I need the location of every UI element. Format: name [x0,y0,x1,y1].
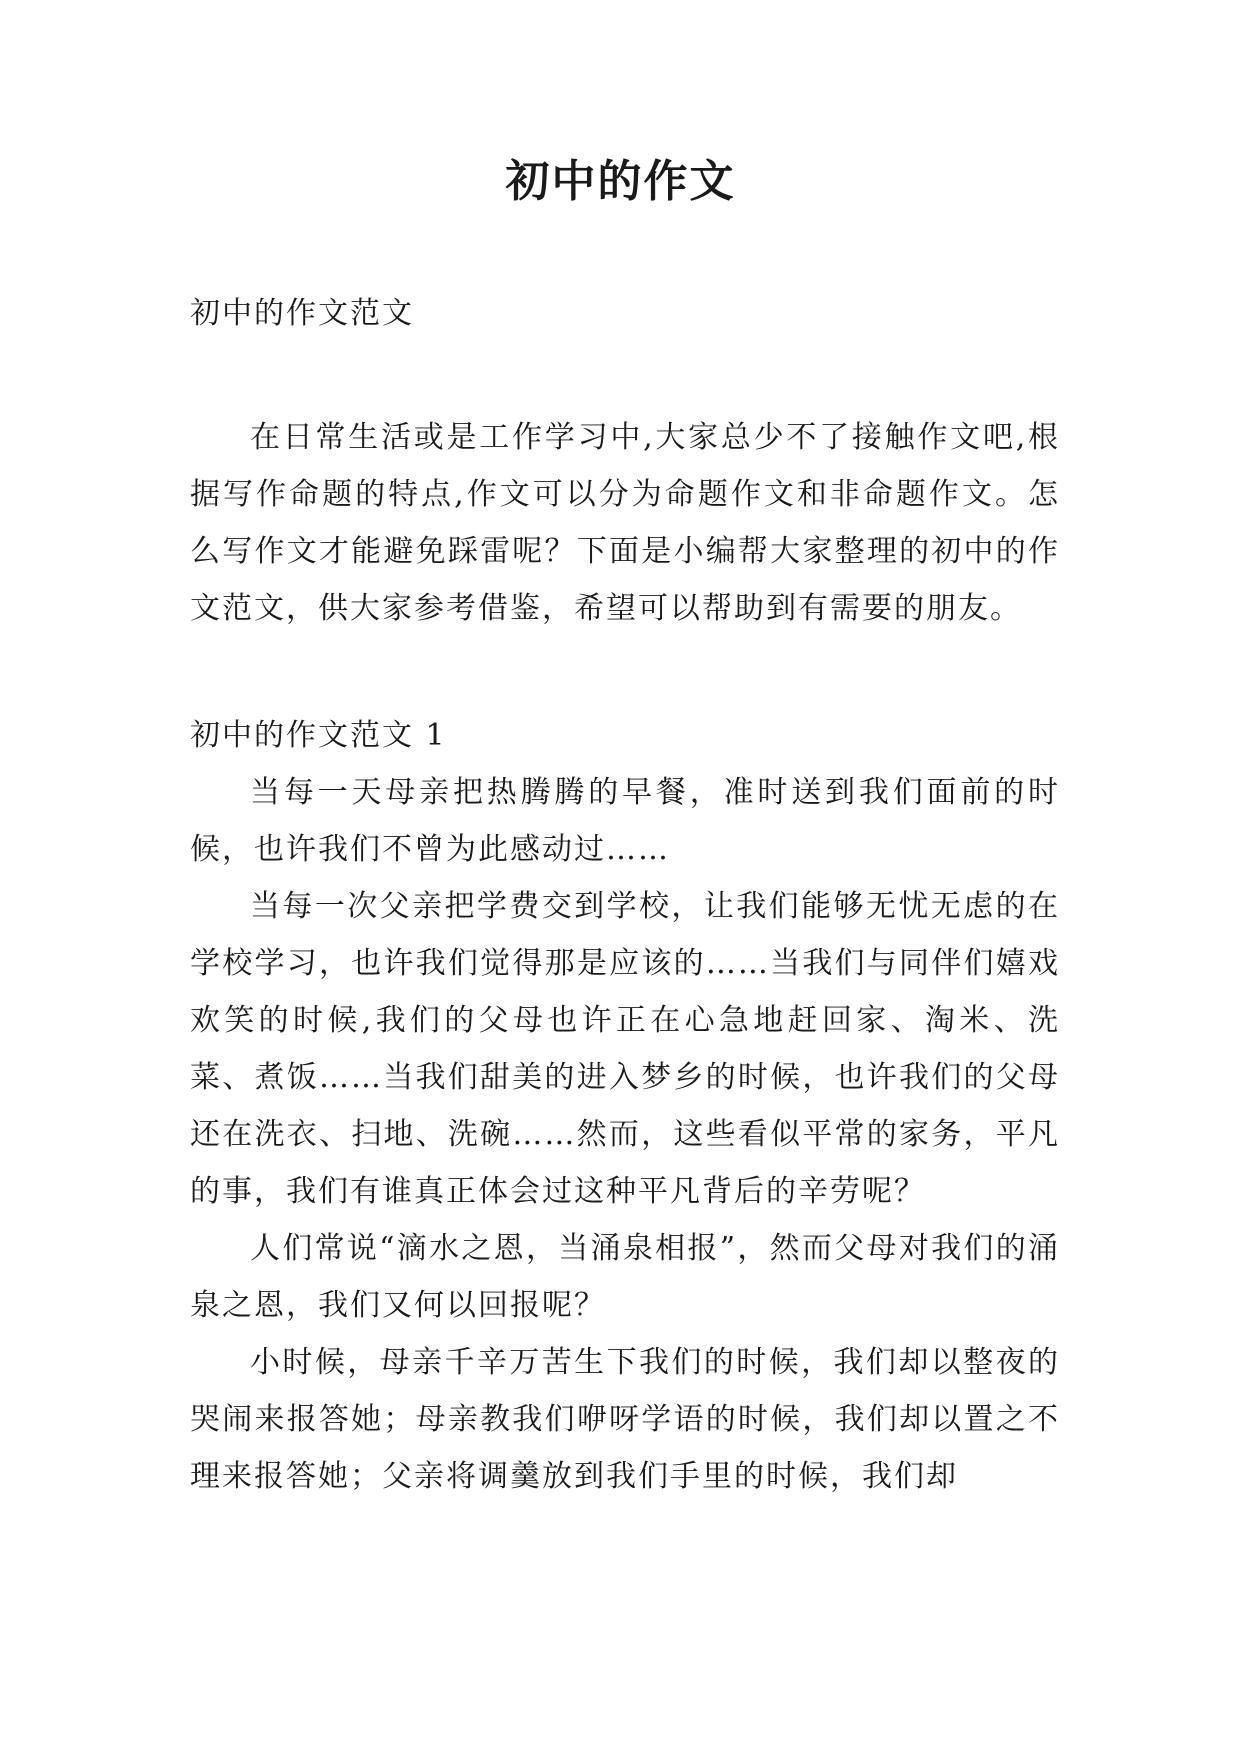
section-title: 初中的作文范文 1 [190,718,447,753]
body-paragraph: 小时候，母亲千辛万苦生下我们的时候，我们却以整夜的哭闹来报答她；母亲教我们咿呀学语的时候，我们却以置之不理来报答她；父亲将调羹放到我们手里的时候，我们却 [190,1345,1060,1494]
document-title: 初中的作文 [505,156,736,207]
body-paragraph: 人们常说“滴水之恩，当涌泉相报”，然而父母对我们的涌泉之恩，我们又何以回报呢？ [190,1231,1060,1323]
intro-paragraph: 在日常生活或是工作学习中,大家总少不了接触作文吧,根据写作命题的特点,作文可以分为命题作文和非命题作文。怎么写作文才能避免踩雷呢？下面是小编帮大家整理的初中的作文范文，供大家参考借鉴，希望可以帮助到有需要的朋友。 [190,420,1060,626]
spacer [190,637,1060,707]
spacer [190,342,1060,409]
body-paragraph: 当每一次父亲把学费交到学校，让我们能够无忧无虑的在学校学习，也许我们觉得那是应该的……当我们与同伴们嬉戏欢笑的时候,我们的父母也许正在心急地赶回家、淘米、洗菜、煮饭……当我们甜美的进入梦乡的时候，也许我们的父母还在洗衣、扫地、洗碗……然而，这些看似平常的家务，平凡的事，我们有谁真正体会过这种平凡背后的辛劳呢？ [190,889,1060,1209]
document-body [190,285,1060,1505]
essay-subtitle: 初中的作文范文 [190,296,414,331]
body-paragraph: 当每一天母亲把热腾腾的早餐，准时送到我们面前的时候，也许我们不曾为此感动过…… [190,775,1060,867]
